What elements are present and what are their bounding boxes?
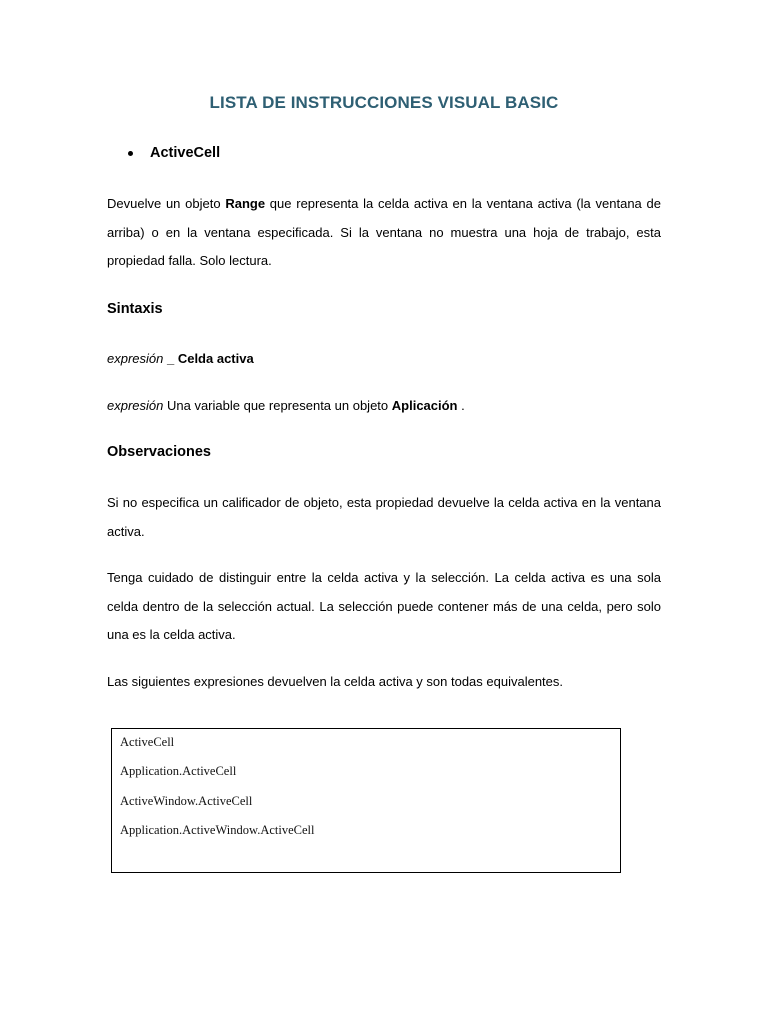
- syntax-line: [107, 351, 254, 366]
- syntax-desc-aplicacion: Aplicación: [391, 398, 458, 413]
- page-title: LISTA DE INSTRUCCIONES VISUAL BASIC: [209, 93, 559, 112]
- code-line: ActiveWindow.ActiveCell: [120, 794, 253, 808]
- remarks-paragraph-1: Si no especifica un calificador de objeto, esta propiedad devuelve la celda activa en la ventana activa.: [107, 495, 661, 539]
- intro-paragraph: [107, 190, 661, 276]
- bullet-label: ActiveCell: [150, 145, 221, 161]
- syntax-celda-activa: _ Celda activa: [163, 351, 254, 366]
- intro-bold-range: Range: [225, 196, 266, 211]
- code-line: Application.ActiveWindow.ActiveCell: [120, 823, 315, 837]
- remarks-paragraph-3: Las siguientes expresiones devuelven la celda activa y son todas equivalentes.: [107, 674, 564, 689]
- syntax-desc-text: Una variable que representa un objeto: [163, 398, 392, 413]
- syntax-heading: Sintaxis: [107, 301, 163, 317]
- syntax-desc-expression: expresión: [107, 398, 164, 413]
- intro-text-2: que representa la celda activa en la ventana activa (la ventana de arriba) o en la ventana especificada. Si la ventana no muestra una hoja de trabajo, esta propiedad falla. Solo lectura.: [107, 196, 661, 268]
- bullet-dot-icon: [128, 151, 133, 156]
- remarks-paragraph-2: Tenga cuidado de distinguir entre la celda activa y la selección. La celda activa es una sola celda dentro de la selección actual. La selección puede contener más de una celda, pero solo una es la celda activa.: [107, 570, 661, 642]
- syntax-desc-end: .: [457, 398, 465, 413]
- code-line: Application.ActiveCell: [120, 764, 237, 778]
- code-box: [111, 728, 621, 873]
- bullet-item-activecell: [128, 145, 220, 161]
- syntax-description: [107, 398, 465, 413]
- intro-text-1: Devuelve un objeto: [107, 196, 226, 211]
- syntax-expression: expresión: [107, 351, 164, 366]
- remarks-heading: Observaciones: [107, 444, 211, 460]
- code-line: ActiveCell: [120, 735, 175, 749]
